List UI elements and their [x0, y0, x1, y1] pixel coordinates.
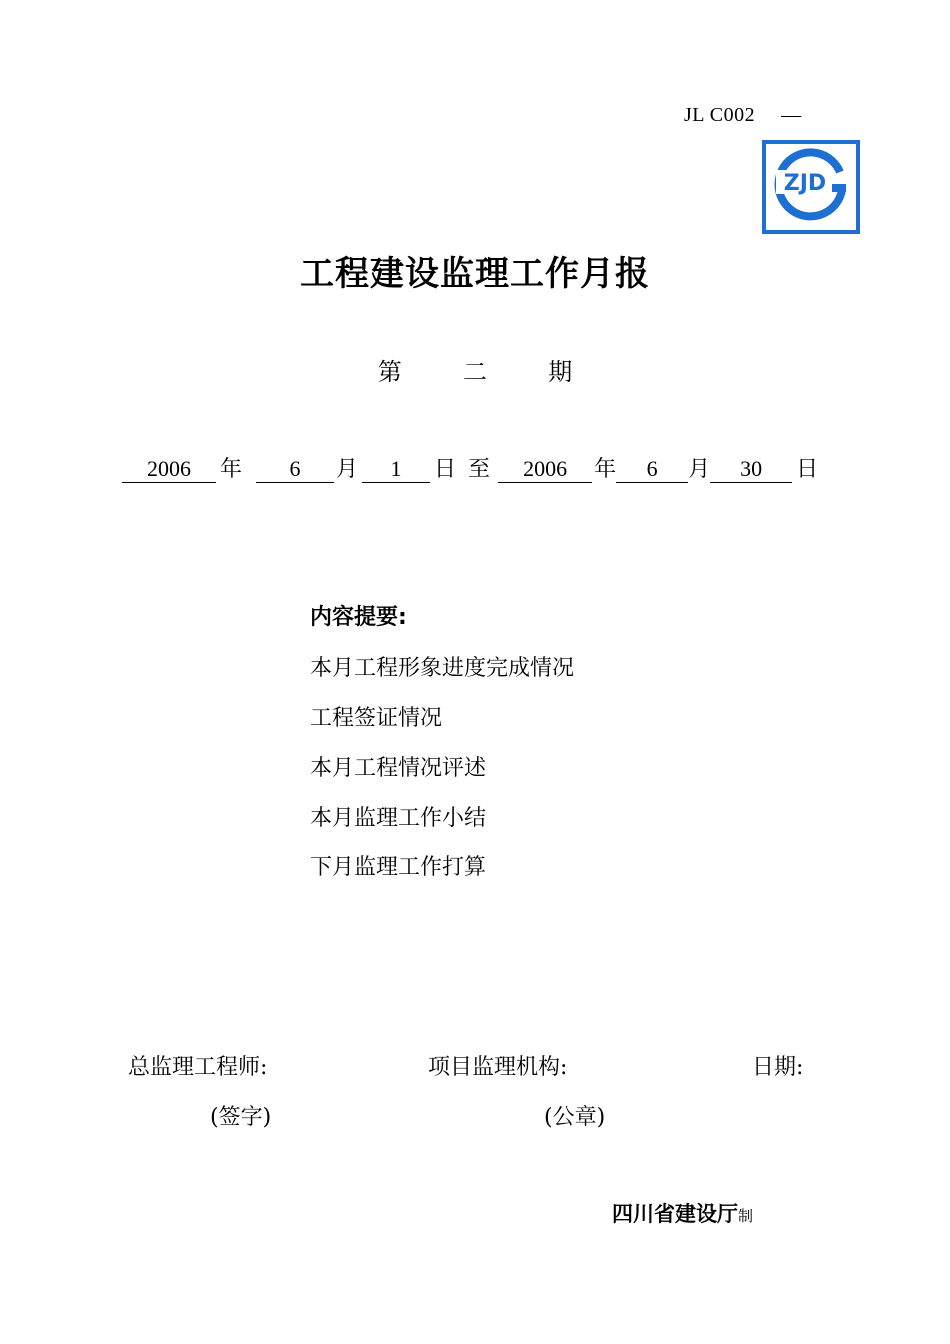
summary-item: 工程签证情况 [310, 706, 443, 731]
zjd-logo [762, 140, 860, 234]
start-day-field[interactable]: 1 [362, 456, 430, 483]
form-code [684, 104, 802, 127]
sign-note: (签字) [210, 1105, 272, 1130]
issue-line [0, 352, 950, 387]
end-month-field[interactable]: 6 [616, 456, 688, 483]
issue-suffix: 期 [548, 358, 573, 386]
end-day-label: 日 [796, 457, 819, 482]
organization-label: 项目监理机构: [428, 1055, 568, 1080]
start-year-field[interactable]: 2006 [122, 456, 216, 483]
end-year-label: 年 [594, 457, 617, 482]
end-year-field[interactable]: 2006 [498, 456, 592, 483]
start-month-field[interactable]: 6 [256, 456, 334, 483]
issue-number: 二 [463, 358, 487, 386]
date-label: 日期: [752, 1055, 804, 1080]
start-month-label: 月 [336, 457, 359, 482]
document-title: 工程建设监理工作月报 [300, 254, 650, 294]
summary-item: 本月工程形象进度完成情况 [310, 656, 575, 681]
summary-item: 本月监理工作小结 [310, 806, 487, 831]
issue-prefix: 第 [377, 358, 402, 386]
issuer [612, 1198, 753, 1228]
form-code-text: JL C002 [684, 104, 756, 126]
zjd-logo-graphic [766, 144, 856, 230]
end-day-field[interactable]: 30 [710, 456, 792, 483]
issuer-name: 四川省建设厅 [612, 1202, 738, 1226]
period-to-label: 至 [468, 457, 491, 482]
start-day-label: 日 [434, 457, 457, 482]
end-month-label: 月 [688, 457, 711, 482]
summary-item: 本月工程情况评述 [310, 756, 487, 781]
summary-item: 下月监理工作打算 [310, 855, 487, 880]
chief-engineer-label: 总监理工程师: [128, 1055, 268, 1080]
start-year-label: 年 [220, 457, 243, 482]
form-code-dash: — [781, 104, 802, 126]
logo-text: ZJD [783, 171, 827, 196]
report-period [122, 452, 822, 483]
seal-note: (公章) [544, 1105, 606, 1130]
issuer-suffix: 制 [738, 1207, 754, 1225]
summary-heading: 内容提要: [310, 605, 407, 630]
